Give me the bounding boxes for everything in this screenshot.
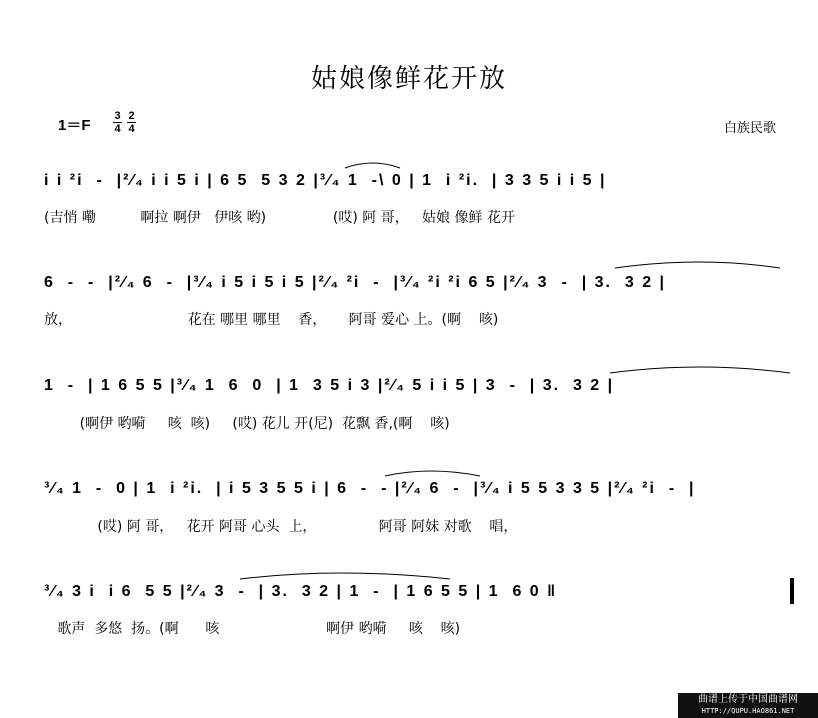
slur-arc: [345, 163, 400, 168]
watermark-footer: [678, 693, 818, 718]
slur-arc: [240, 573, 450, 579]
footer-site-name: 曲谱上传于中国曲谱网: [698, 694, 798, 705]
system-4-lyrics: (哎) 阿 哥， 花开 阿哥 心头 上， 阿哥 阿妹 对歌 唱，: [44, 519, 518, 535]
slur-arc: [385, 471, 480, 476]
composer-label: 白族民歌: [724, 121, 777, 136]
system-2-lyrics: 放， 花在 哪里 哪里 香， 阿哥 爱心 上。(啊 咳): [44, 312, 499, 328]
footer-site-url: HTTP://QUPU.HAO861.NET: [701, 707, 795, 715]
time-signature-bottom: 4: [128, 123, 135, 135]
slur-arc: [610, 367, 790, 373]
slur-arc: [615, 262, 780, 268]
system-5-lyrics: 歌声 多悠 扬。(啊 咳 啊伊 哟嗬 咳 咳): [44, 621, 461, 637]
system-1-lyrics: (吉悄 嘞 啊拉 啊伊 伊咳 哟) (哎) 阿 哥， 姑娘 像鲜 花开: [44, 210, 515, 226]
time-signature-bottom: 4: [114, 123, 121, 135]
system-3-notes: 1 - | 1 6 5 5 |³⁄₄ 1 6 0 | 1 3 5 i 3 |²⁄₄ 5 i i 5 | 3 - | 3. 3 2 |: [44, 377, 615, 394]
system-1-notes: i i ²i - |²⁄₄ i i 5 i | 6 5 5 3 2 |³⁄₄ 1 -\ 0 | 1 i ²i. | 3 3 5 i i 5 |: [44, 172, 607, 189]
time-signature-top: 3: [114, 110, 121, 122]
system-5-notes: ³⁄₄ 3 i i 6 5 5 |²⁄₄ 3 - | 3. 3 2 | 1 - | 1 6 5 5 | 1 6 0 ‖: [44, 583, 558, 600]
song-title: 姑娘像鲜花开放: [310, 64, 507, 94]
system-4-notes: ³⁄₄ 1 - 0 | 1 i ²i. | i 5 3 5 5 i | 6 - - |²⁄₄ 6 - |³⁄₄ i 5 5 3 3 5 |²⁄₄ ²i - |: [44, 480, 696, 497]
key-signature: 1＝F: [58, 117, 91, 134]
time-signature-top: 2: [128, 110, 135, 122]
final-barline: [790, 578, 794, 604]
system-2-notes: 6 - - |²⁄₄ 6 - |³⁄₄ i 5 i 5 i 5 |²⁄₄ ²i - |³⁄₄ ²i ²i 6 5 |²⁄₄ 3 - | 3. 3 2 |: [44, 274, 667, 291]
system-3-lyrics: (啊伊 哟嗬 咳 咳) (哎) 花儿 开(尼) 花飘 香,(啊 咳): [44, 416, 450, 432]
